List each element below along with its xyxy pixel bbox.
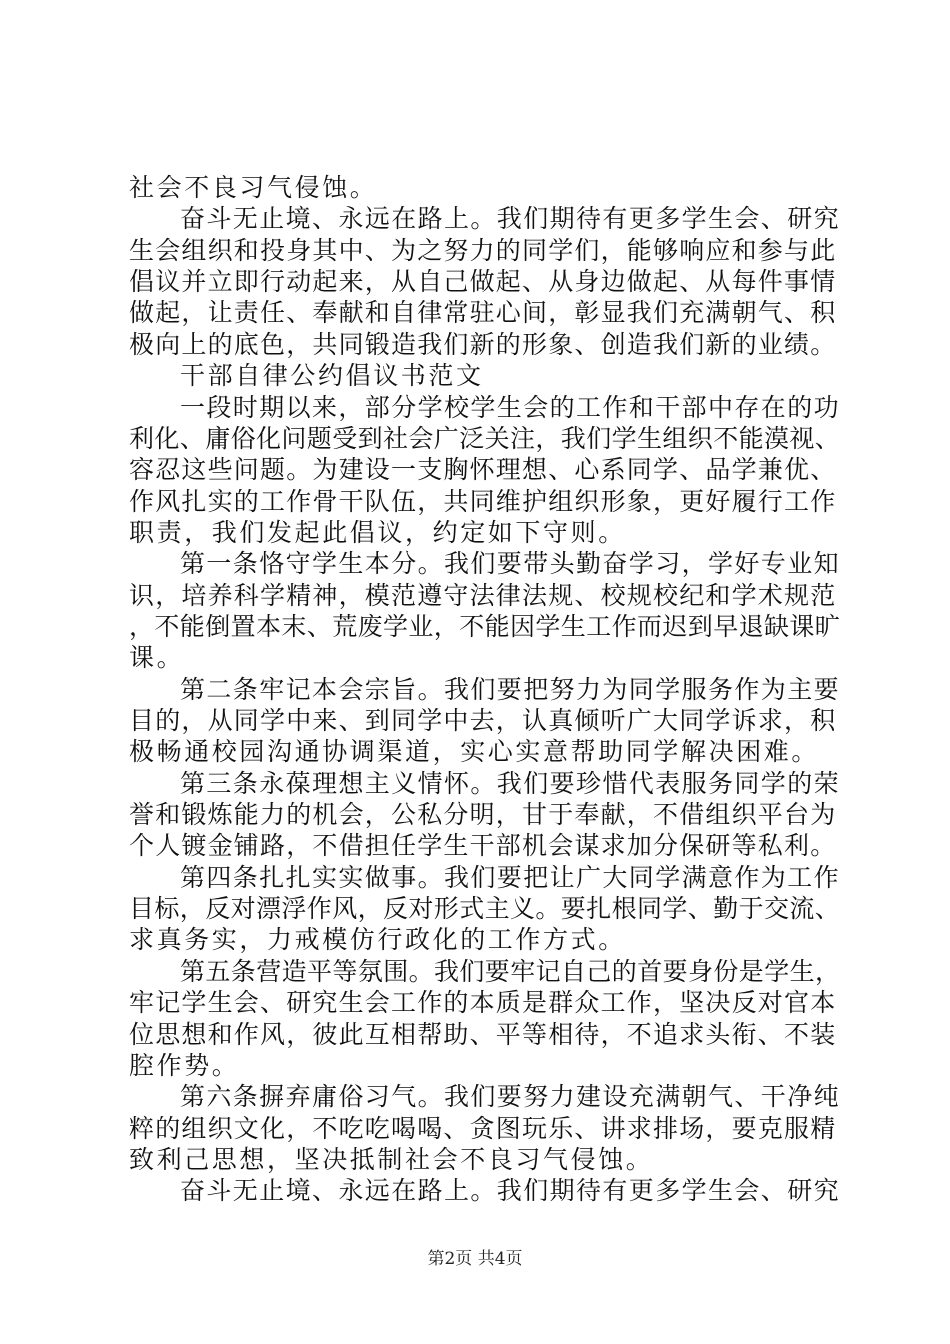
section-heading: 干部自律公约倡议书范文 xyxy=(180,361,484,391)
text-line: 誉和锻炼能力的机会，公私分明，甘于奉献，不借组织平台为 xyxy=(129,800,837,829)
text-line: 目的，从同学中来、到同学中去，认真倾听广大同学诉求，积 xyxy=(129,706,837,735)
text-line: 社会不良习气侵蚀。 xyxy=(129,173,378,202)
text-line: ，不能倒置本末、荒废学业，不能因学生工作而迟到早退缺课旷 xyxy=(129,611,841,641)
text-line: 致利己思想，坚决抵制社会不良习气侵蚀。 xyxy=(129,1144,654,1174)
text-line: 第五条营造平等氛围。我们要牢记自己的首要身份是学生， xyxy=(180,956,841,986)
text-line: 倡议并立即行动起来，从自己做起、从身边做起、从每件事情 xyxy=(129,267,837,297)
text-line: 职责，我们发起此倡议，约定如下守则。 xyxy=(129,517,626,547)
text-line: 极向上的底色，共同锻造我们新的形象、创造我们新的业绩。 xyxy=(129,329,837,359)
text-line: 求真务实，力戒模仿行政化的工作方式。 xyxy=(129,925,626,955)
text-line: 奋斗无止境、永远在路上。我们期待有更多学生会、研究 xyxy=(180,1176,841,1206)
text-line: 第三条永葆理想主义情怀。我们要珍惜代表服务同学的荣 xyxy=(180,768,841,798)
text-line: 作风扎实的工作骨干队伍，共同维护组织形象，更好履行工作 xyxy=(129,486,837,516)
text-line: 目标，反对漂浮作风，反对形式主义。要扎根同学、勤于交流、 xyxy=(129,894,841,924)
text-line: 容忍这些问题。为建设一支胸怀理想、心系同学、品学兼优、 xyxy=(129,455,837,485)
text-line: 极畅通校园沟通协调渠道，实心实意帮助同学解决困难。 xyxy=(129,737,820,767)
text-line: 第六条摒弃庸俗习气。我们要努力建设充满朝气、干净纯 xyxy=(180,1082,841,1112)
text-line: 生会组织和投身其中、为之努力的同学们，能够响应和参与此 xyxy=(129,235,837,265)
text-line: 第一条恪守学生本分。我们要带头勤奋学习，学好专业知 xyxy=(180,549,841,579)
text-line: 课。 xyxy=(129,643,185,673)
text-line: 利化、庸俗化问题受到社会广泛关注，我们学生组织不能漠视、 xyxy=(129,423,841,453)
text-line: 位思想和作风，彼此互相帮助、平等相待，不追求头衔、不装 xyxy=(129,1019,837,1049)
text-line: 第四条扎扎实实做事。我们要把让广大同学满意作为工作 xyxy=(180,862,841,892)
text-line: 牢记学生会、研究生会工作的本质是群众工作，坚决反对官本 xyxy=(129,988,837,1018)
text-line: 粹的组织文化，不吃吃喝喝、贪图玩乐、讲求排场，要克服精 xyxy=(129,1113,837,1143)
text-line: 识，培养科学精神，模范遵守法律法规、校规校纪和学术规范 xyxy=(129,580,837,610)
text-line: 个人镀金铺路，不借担任学生干部机会谋求加分保研等私利。 xyxy=(129,831,837,861)
text-line: 奋斗无止境、永远在路上。我们期待有更多学生会、研究 xyxy=(180,204,841,234)
text-line: 做起，让责任、奉献和自律常驻心间，彰显我们充满朝气、积 xyxy=(129,298,837,328)
text-line: 一段时期以来，部分学校学生会的工作和干部中存在的功 xyxy=(180,392,841,422)
page-number: 第2页 共4页 xyxy=(427,1249,523,1269)
text-line: 第二条牢记本会宗旨。我们要把努力为同学服务作为主要 xyxy=(180,674,841,704)
text-line: 腔作势。 xyxy=(129,1050,240,1080)
